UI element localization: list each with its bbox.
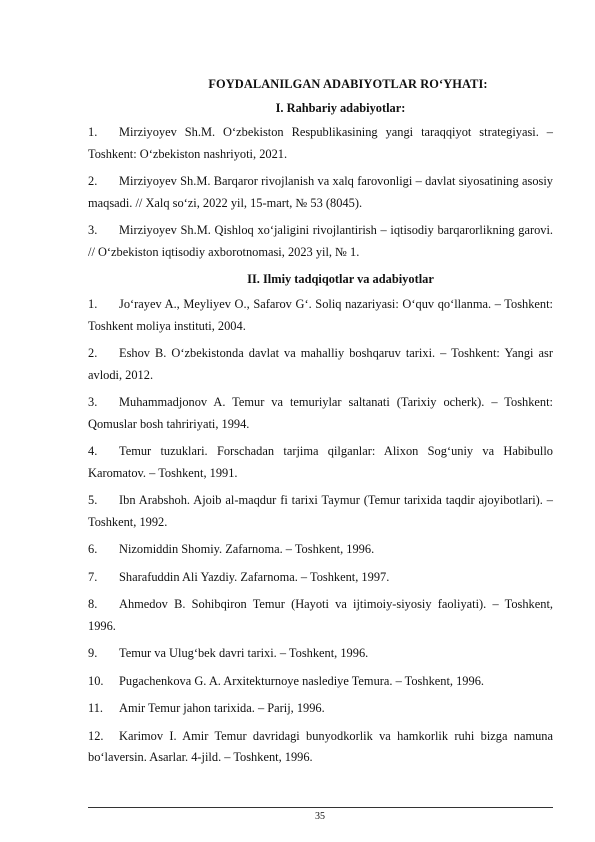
item-text: Sharafuddin Ali Yazdiy. Zafarnoma. – Toshkent, 1997. xyxy=(119,569,390,584)
item-number: 2. xyxy=(88,346,98,360)
list-item xyxy=(88,594,553,637)
item-text: Amir Temur jahon tarixida. – Parij, 1996. xyxy=(119,701,325,715)
page-content xyxy=(88,74,553,775)
item-number: 12. xyxy=(88,728,104,743)
item-number: 7. xyxy=(88,569,98,584)
list-item xyxy=(88,698,553,720)
item-text: Karimov I. Amir Temur davridagi bunyodkorlik va hamkorlik ruhi bizga namuna boʻlaversin. Asarlar. 4-jild. – Toshkent, 1996. xyxy=(88,728,553,764)
item-text: Ahmedov B. Sohibqiron Temur (Hayoti va ijtimoiy-siyosiy faoliyati). – Toshkent, 1996. xyxy=(88,597,553,633)
item-text: Pugachenkova G. A. Arxitekturnoye naslediye Temura. – Toshkent, 1996. xyxy=(119,673,484,688)
item-text: Temur tuzuklari. Forschadan tarjima qilganlar: Alixon Sogʻuniy va Habibullo Karomatov. – Toshkent, 1991. xyxy=(88,444,553,480)
item-number: 8. xyxy=(88,597,98,611)
item-text: Mirziyoyev Sh.M. Qishloq xo‘jaligini rivojlantirish – iqtisodiy barqarorlikning garovi. // O‘zbekiston iqtisodiy axborotnomasi, 2023 yil, № 1. xyxy=(88,223,553,259)
list-item xyxy=(88,171,553,214)
item-number: 9. xyxy=(88,646,98,660)
item-text: Temur va Ulugʻbek davri tarixi. – Toshkent, 1996. xyxy=(119,646,369,660)
item-text: Joʻrayev A., Meyliyev O., Safarov Gʻ. Soliq nazariyasi: Oʻquv qoʻllanma. – Toshkent: Toshkent moliya instituti, 2004. xyxy=(88,297,553,333)
list-item xyxy=(88,490,553,533)
item-number: 11. xyxy=(88,701,104,715)
list-item xyxy=(88,343,553,386)
item-text: Mirziyoyev Sh.M. O‘zbekiston Respublikasining yangi taraqqiyot strategiyasi. – Toshkent: O‘zbekiston nashriyoti, 2021. xyxy=(88,125,553,161)
list-item xyxy=(88,294,553,337)
list-item xyxy=(88,122,553,165)
page-number: 35 xyxy=(315,811,325,822)
item-number: 2. xyxy=(88,174,98,188)
page-title: FOYDALANILGAN ADABIYOTLAR RO‘YHATI: xyxy=(208,77,488,91)
list-item xyxy=(88,726,553,769)
list-item xyxy=(88,671,553,693)
item-number: 10. xyxy=(88,673,104,688)
list-item xyxy=(88,567,553,589)
item-number: 6. xyxy=(88,542,98,556)
item-text: Eshov B. Oʻzbekistonda davlat va mahalliy boshqaruv tarixi. – Toshkent: Yangi asr avlodi, 2012. xyxy=(88,346,553,382)
list-item xyxy=(88,220,553,263)
item-text: Ibn Arabshoh. Ajoib al-maqdur fi tarixi Taymur (Temur tarixida taqdir ajoyibotlari). – Toshkent, 1992. xyxy=(88,493,553,529)
item-number: 1. xyxy=(88,297,98,311)
item-text: Muhammadjonov A. Temur va temuriylar saltanati (Tarixiy ocherk). – Toshkent: Qomuslar bosh tahririyati, 1994. xyxy=(88,395,553,431)
item-number: 3. xyxy=(88,395,98,409)
list-item xyxy=(88,392,553,435)
list-item xyxy=(88,539,553,561)
section-heading-ilmiy: II. Ilmiy tadqiqotlar va adabiyotlar xyxy=(247,272,434,286)
section-heading-rahbariy: I. Rahbariy adabiyotlar: xyxy=(275,101,406,115)
item-text: Nizomiddin Shomiy. Zafarnoma. – Toshkent, 1996. xyxy=(119,542,375,556)
item-number: 5. xyxy=(88,493,98,507)
item-number: 1. xyxy=(88,125,98,139)
footer-divider xyxy=(88,807,553,808)
list-item xyxy=(88,643,553,665)
list-item xyxy=(88,441,553,484)
item-number: 4. xyxy=(88,444,98,458)
item-text: Mirziyoyev Sh.M. Barqaror rivojlanish va xalq farovonligi – davlat siyosatining asosiy maqsadi. // Xalq so‘zi, 2022 yil, 15-mart, № 53 (8045). xyxy=(88,174,553,210)
item-number: 3. xyxy=(88,223,98,237)
